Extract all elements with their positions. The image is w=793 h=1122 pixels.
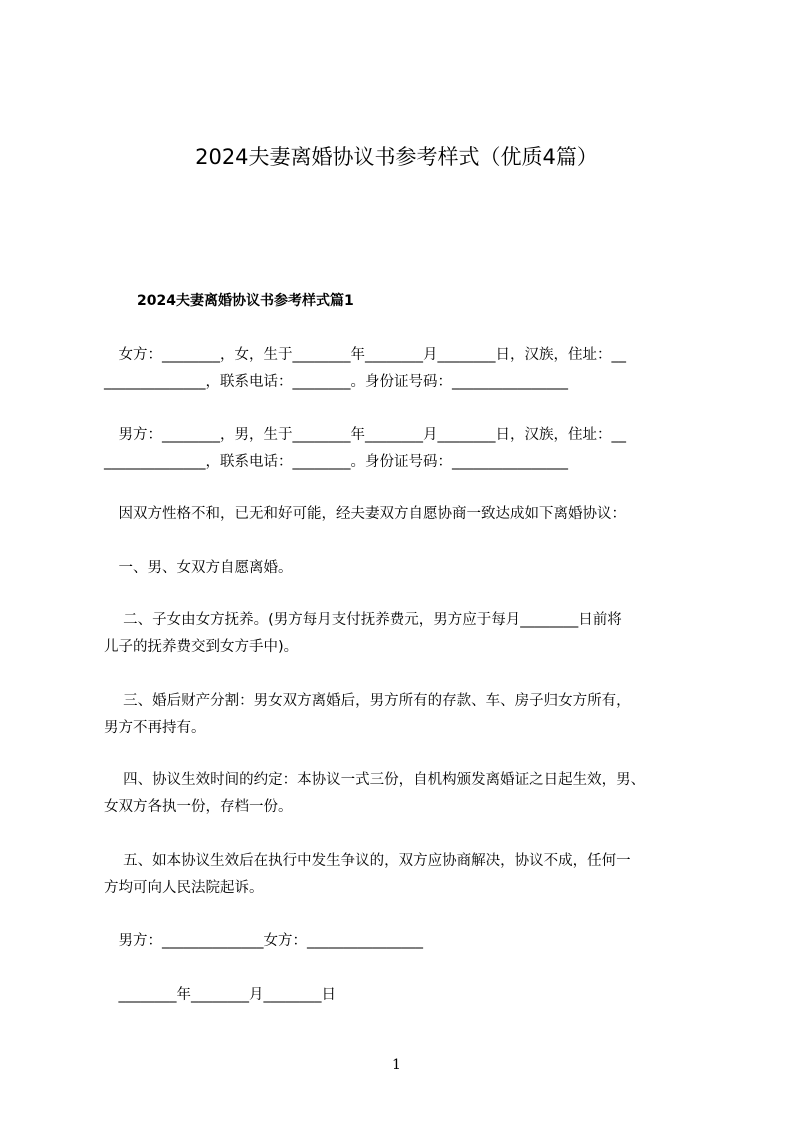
- paragraph-date: [104, 982, 704, 1009]
- section-title: 2024夫妻离婚协议书参考样式篇1: [137, 293, 354, 309]
- paragraph-line: 一、男、女双方自愿离婚。: [104, 560, 293, 576]
- paragraph-line: 二、子女由女方抚养。(男方每月支付抚养费元，男方应于每月________日前将: [104, 612, 622, 628]
- paragraph-female-party: [104, 342, 704, 396]
- paragraph-clause-5: [104, 848, 704, 902]
- paragraph-line: 儿子的抚养费交到女方手中)。: [104, 639, 299, 655]
- paragraph-line: 四、协议生效时间的约定：本协议一式三份，自机构颁发离婚证之日起生效，男、: [104, 772, 646, 788]
- paragraph-male-party: [104, 422, 704, 476]
- paragraph-line: 三、婚后财产分割：男女双方离婚后，男方所有的存款、车、房子归女方所有，: [104, 693, 631, 709]
- document-title: 2024夫妻离婚协议书参考样式（优质4篇）: [195, 145, 598, 169]
- paragraph-clause-3: [104, 688, 704, 742]
- paragraph-line: ______________，联系电话：________。身份证号码：________________: [104, 454, 568, 470]
- paragraph-reason: [104, 501, 704, 528]
- paragraph-line: 女双方各执一份，存档一份。: [104, 799, 293, 815]
- paragraph-signatures: [104, 928, 704, 955]
- paragraph-line: ________年________月________日: [104, 987, 336, 1003]
- paragraph-line: 因双方性格不和，已无和好可能，经夫妻双方自愿协商一致达成如下离婚协议：: [104, 506, 626, 522]
- paragraph-clause-4: [104, 767, 704, 821]
- paragraph-line: 男方：______________女方：________________: [104, 933, 423, 949]
- paragraph-line: 男方：________，男，生于________年________月________日，汉族，住址：__: [104, 427, 626, 443]
- page-number: 1: [392, 1057, 401, 1073]
- paragraph-line: 方均可向人民法院起诉。: [104, 880, 264, 896]
- paragraph-clause-2: [104, 607, 704, 661]
- paragraph-line: 女方：________，女，生于________年________月________日，汉族，住址：__: [104, 347, 626, 363]
- paragraph-line: ______________，联系电话：________。身份证号码：________________: [104, 374, 568, 390]
- paragraph-line: 五、如本协议生效后在执行中发生争议的，双方应协商解决，协议不成，任何一: [104, 853, 631, 869]
- paragraph-clause-1: [104, 555, 704, 582]
- paragraph-line: 男方不再持有。: [104, 720, 206, 736]
